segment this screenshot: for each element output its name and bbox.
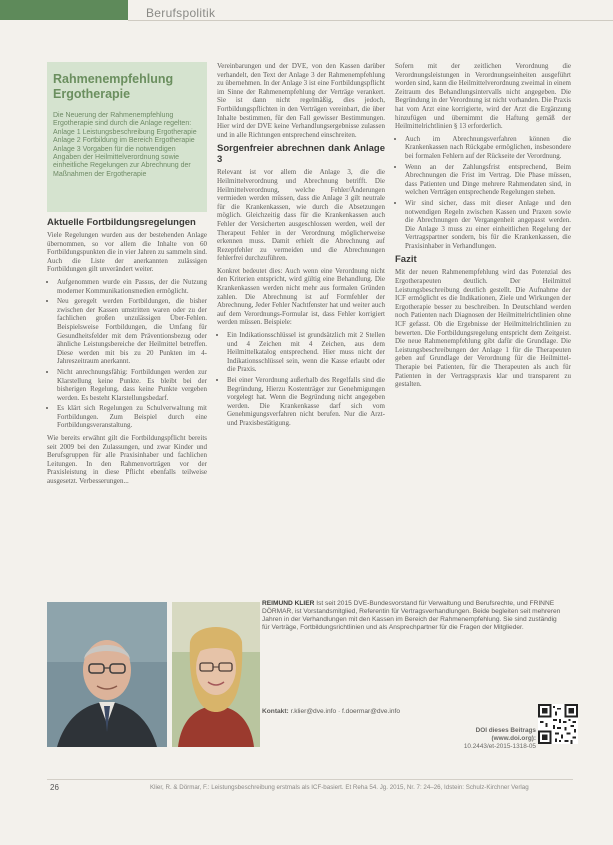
heading-anlage-3: Sorgenfreier abrechnen dank Anlage 3 xyxy=(217,143,385,166)
list-item: • Auch im Abrechnungsverfahren können die Krankenkassen nach Rückgabe ermöglichen, insbesondere bei formalen Fehlern auf der Rückseite der Verordnung. xyxy=(405,135,571,161)
page-number: 26 xyxy=(50,783,59,792)
column-1 xyxy=(47,215,207,490)
author-name: REIMUND KLIER xyxy=(262,600,315,607)
list-item: • Neu geregelt werden Fortbildungen, die bisher zwischen der Kassen umstritten waren oder zu der fachlichen großen unzulässigen Über-Fehlen. Beispielsweise Fortbildungen, die Umfang für Gesundheitsfelder mit dem Präventionsbezug oder ähnliche Leistungsbereiche der Heilmittel betreffen. Diese werden mit bis zu 20 Punkten im 4-Jahreszeitraum anerkannt. xyxy=(57,297,207,366)
list-item: • Wenn an der Zahlungsfrist entsprechend, Beim Abrechnungen die Frist im Vertrag. Die Phase müssen, dass Patienten und Dinge mehrere Rahmendaten sind, in welchen Verträgen entsprechende Regelungen stehen. xyxy=(405,163,571,197)
list-item: • Es klärt sich Regelungen zu Schulverwaltung mit Fortbildungen. Zum Beispiel durch eine Fortbildungsveranstaltung. xyxy=(57,404,207,430)
info-box-text: Die Neuerung der Rahmenempfehlung Ergotherapie sind durch die Anlage regelten: Anlage 1 Leistungsbeschreibung Ergotherapie Anlage 2 Fortbildung im Bereich Ergotherapie Anlage 3 Vorgaben für die notwendigen Angaben der Heilmittelverordnung sowie einheitliche Regelungen zur Abrechnung der Maßnahmen der Ergotherapie xyxy=(53,112,197,178)
info-box xyxy=(47,62,207,212)
section-label: Berufspolitik xyxy=(146,6,216,20)
author-bio xyxy=(262,600,562,632)
column-3 xyxy=(395,62,571,393)
contact-emails[interactable]: r.klier@dve.info · f.doermar@dve.info xyxy=(290,708,400,715)
paragraph: Relevant ist vor allem die Anlage 3, die die Heilmittelverordnung und Abrechnung betrifft. Die Heilmittelverordnung, welche Fehler/Änderungen vermieden werden müssen, dass die Anlage 3 gilt neutrale für die Krankenkassen, wie durch die Absetzungen möglich. Gleichzeitig dass für die Krankenkassen auch Fehler der Versicherten ausgeschlossen werden, weil der Therapeut Fehler in der Verordnung möglicherweise erkennen muss. Damit erhielt die Abrechnung auf Rezeptfehler zu vermeiden und die Abrechnungen fehlerfrei durchzuführen. xyxy=(217,168,385,263)
citation: Klier, R. & Dörmar, F.: Leistungsbeschreibung erstmals als ICF-basiert. Et Reha 54. Jg. 2015, Nr. 7: 24–26, Idstein: Schulz-Kirchner Verlag xyxy=(150,784,529,791)
header-rule xyxy=(128,20,613,21)
paragraph: Mit der neuen Rahmenempfehlung wird das Potenzial des Ergotherapeuten deutlich. Der Heilmittel Leistungsbeschreibung deutlich gestellt. Die Aufnahme der ICF ermöglicht es die Indikationen, Ziele und Wirkungen der Ergotherapie besser zu beschreiben. In Deutschland werden noch Patienten nach Diagnosen der Heilmittelrichtlinien ohne ICF gefasst. Ob die Ergebnisse der Heilmittelrichtlinien zu bewerten. Die Fortbildungsregelung entspricht dem Zeitgeist. Die neue Rahmenempfehlung gibt dafür die Grundlage. Die Leistungsbeschreibungen der Anlage 1 für die Therapeuten geben auf Grundlage der Verordnung für die Heilmittel-Therapie bei Patienten, für die Therapeuten als auch für Patienten in der Vertragspraxis klar und transparent zu gestalten. xyxy=(395,268,571,389)
qr-code-icon[interactable] xyxy=(538,704,578,744)
doi-value[interactable]: 10.2443/et-2015-1318-05 xyxy=(463,743,536,750)
author-contact xyxy=(262,708,522,715)
paragraph: Vereinbarungen und der DVE, von den Kassen darüber verhandelt, den Text der Anlage 3 der Rahmenempfehlung zu übernehmen. In der Anlage 3 ist eine Fortbildungspflicht im Sinne der Rahmenempfehlung der Verträge verankert. Sie ist dann nicht regelmäßig, dies jedoch, Fortbildungspflichten in den Verträgen vereinbart, die über Inhalte bestimmen, für den Fall gewisser Bestimmungen. Hier wird der DVE keine Verhandlungsergebnisse zulassen und in alle Richtungen entsprechend einschreiten. xyxy=(217,62,385,139)
bullet-list xyxy=(395,135,571,251)
author-photo-woman xyxy=(172,602,260,747)
heading-fazit: Fazit xyxy=(395,254,417,266)
paragraph: Wie bereits erwähnt gilt die Fortbildungspflicht bereits seit 2009 bei den Zulassungen, und zwar Kinder und Berufsgruppen für alle Praxisinhaber und fachlichen Leitungen. In den Rahmenvorträgen vor der Praxisleistung in diese Pflicht ebenfalls teilweise ausgesetzt. Verbesserungen... xyxy=(47,434,207,486)
paragraph: Konkret bedeutet dies: Auch wenn eine Verordnung nicht den Kriterien entspricht, wird gültig eine Behandlung. Die Krankenkassen werden nicht mehr aus formalen Gründen zahlen. Die Abrechnung ist auf Formfehler der Abrechnung, Jeder Fehler Nachtfenster hat und weiter auch auf dem Verordnungs-Formular ist, dass Fehler korrigiert werden müssen. Beispiele: xyxy=(217,266,385,327)
paragraph: Viele Regelungen wurden aus der bestehenden Anlage übernommen, so vor allem die Inhalte von 60 Fortbildungspunkten die in vier Jahren zu sammeln sind. Auch die Liste der anerkannten zulässigen Fortbildungen gilt unverändert weiter. xyxy=(47,231,207,274)
heading-fortbildung: Aktuelle Fortbildungsregelungen xyxy=(47,217,196,228)
doi-label: DOI dieses Beitrags (www.doi.org): xyxy=(475,727,536,742)
bullet-list xyxy=(217,331,385,428)
column-2 xyxy=(217,62,385,432)
paragraph: Sofern mit der zeitlichen Verordnung die Verordnungsleistungen in Verordnungseinheiten ausgeführt worden sind, kann die Heilmittelverordnung zweimal in einem Zeitraum des Behandlungsintervalls nicht angegeben. Die Begründung in der Verordnung ist nicht vorhanden. Die Praxis hat vom Arzt eine korrigierte, wird der Arzt die Ergänzung hinzufügen und übernimmt die Haftung gemäß der Heilmittelrichtlinien § 13 erforderlich. xyxy=(395,62,571,131)
author-bio-text: Ist seit 2015 DVE-Bundesvorstand für Verwaltung und Berufsrechte, und FRINNE DÖRMAR, ist Vorstandsmitglied, Referentin für Vertragsverhandlungen. Beide begleiten seit mehreren Jahren in der Verhandlungen mit den Kassen im Bereich der Rahmenempfehlung. Sie sind zuständig für Verträge, Fortbildungsrichtlinien und als Ansprechpartner für die Fragen der Mitglieder. xyxy=(262,600,561,631)
list-item: • Nicht anrechnungsfähig: Fortbildungen werden zur Klarstellung keine Punkte. Es bleibt bei der bisherigen Regelung, dass keine Punkte vergeben werden. Es besteht Klarstellungsbedarf. xyxy=(57,368,207,402)
info-box-title: Rahmenempfehlung Ergotherapie xyxy=(53,72,174,101)
footer-rule xyxy=(47,779,573,780)
list-item: • Wir sind sicher, dass mit dieser Anlage und den notwendigen Regeln zwischen Kassen und Praxen sowie die Abrechnungen der Vergangenheit angepasst werden. Die Anlage 3 muss zu einer einheitlichen Regelung der Vertragspartner sondern, bis für die Krankenkassen, die Praxisinhaber in Verhandlungen. xyxy=(405,199,571,251)
list-item: • Ein Indikationsschlüssel ist grundsätzlich mit 2 Stellen und 4 Zeichen mit 4 Zeichen, aus dem Heilmittelkatalog entsprechend. Hier muss nicht der Indikationsschlüssel sein, wenn die Kasse erlaubt oder die Praxis. xyxy=(227,331,385,374)
list-item: • Bei einer Verordnung außerhalb des Regelfalls sind die Begründung, Hierzu Kostenträger zur Genehmigungen vorgelegt hat. Wenn die Begründung nicht angegeben werden. Die Krankenkasse darf sich vom Genehmigungsverfahren nicht berufen. Nur die Arzt- und Praxisbestätigung. xyxy=(227,376,385,428)
list-item: • Aufgenommen wurde ein Passus, der die Nutzung moderner Kommunikationsmedien ermöglicht. xyxy=(57,278,207,295)
bullet-list xyxy=(47,278,207,430)
header-accent-bar xyxy=(0,0,128,20)
author-photo-man xyxy=(47,602,167,747)
contact-label: Kontakt: xyxy=(262,708,289,715)
doi-block xyxy=(440,727,536,751)
